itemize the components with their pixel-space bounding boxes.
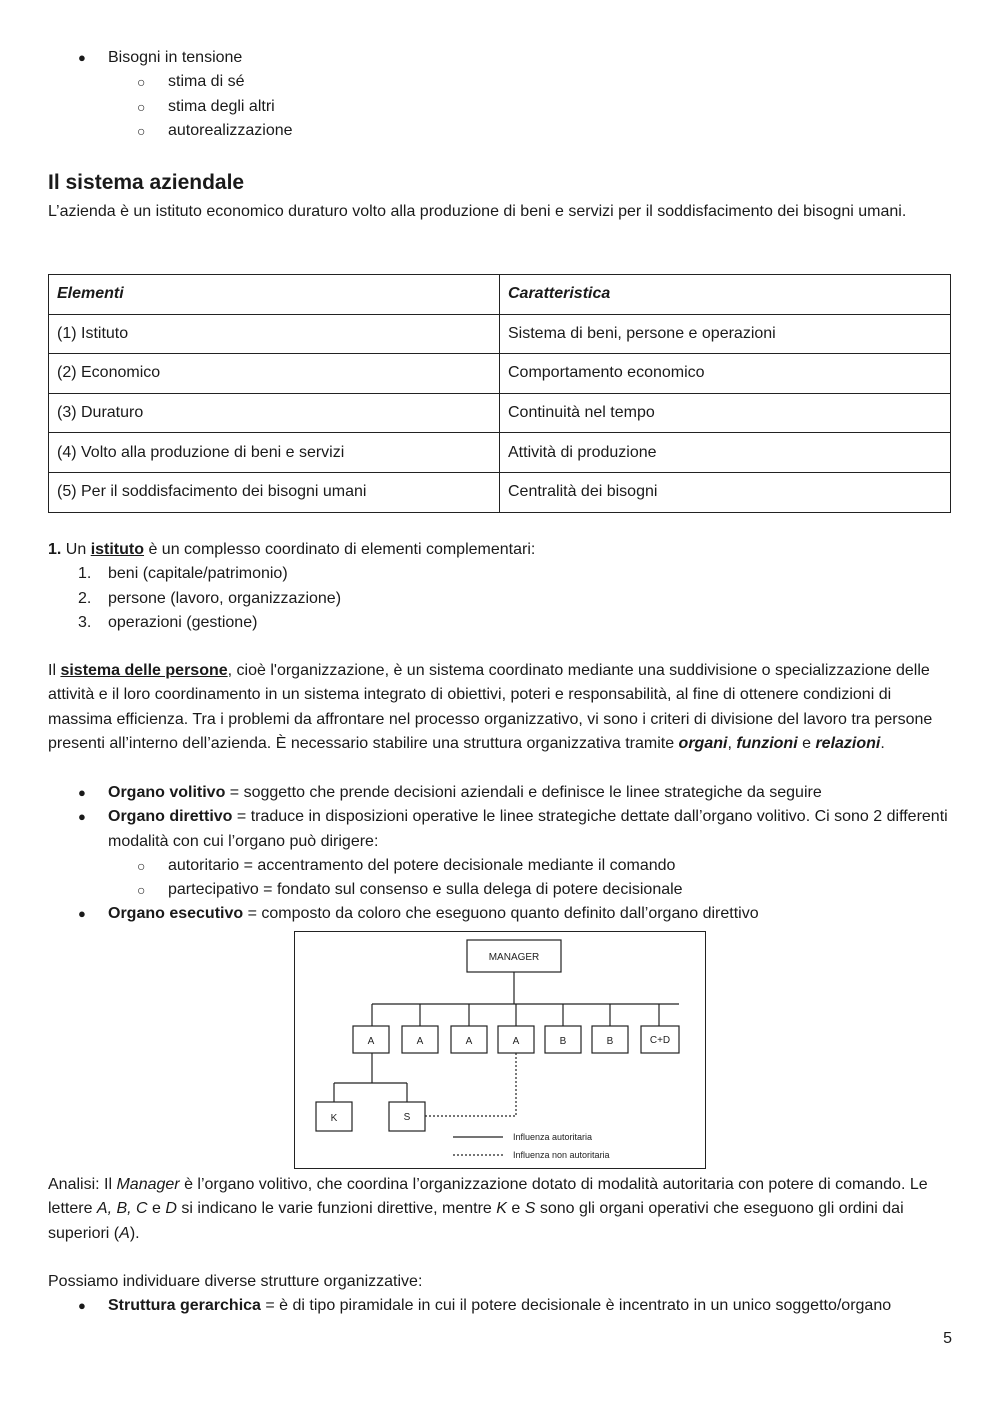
box-label: B: [559, 1036, 567, 1047]
strutture-list: [48, 1294, 952, 1318]
table-row: [49, 393, 951, 433]
box-label: K: [330, 1113, 338, 1124]
table-header: Caratteristica: [500, 275, 951, 315]
table-cell: Sistema di beni, persone e operazioni: [500, 314, 951, 354]
strutture-intro: Possiamo individuare diverse strutture organizzative:: [48, 1273, 423, 1290]
table-cell: (1) Istituto: [49, 314, 500, 354]
box-label: A: [512, 1036, 520, 1047]
list-item: 1. beni (capitale/patrimonio): [78, 565, 288, 583]
table-cell: (4) Volto alla produzione di beni e servizi: [49, 433, 500, 473]
legend-dashed-label: Influenza non autoritaria: [513, 1150, 610, 1160]
section-intro: L’azienda è un istituto economico duraturo volto alla produzione di beni e servizi per il soddisfacimento dei bisogni umani.: [48, 203, 907, 220]
list-item: 2. persone (lavoro, organizzazione): [78, 589, 342, 607]
list-item: ● Organo volitivo = soggetto che prende decisioni aziendali e definisce le linee strategiche da seguire: [48, 781, 952, 805]
table-row: [49, 472, 951, 512]
list-item: ● Struttura gerarchica = è di tipo piramidale in cui il potere decisionale è incentrato in un unico soggetto/organo: [48, 1294, 952, 1318]
table-cell: Comportamento economico: [500, 354, 951, 394]
box-label: B: [606, 1036, 614, 1047]
box-label: A: [367, 1036, 375, 1047]
istituto-block: [48, 538, 952, 635]
org-chart-figure: [294, 931, 706, 1169]
table-row: [49, 433, 951, 473]
org-chart: [295, 932, 705, 1168]
table-row: [49, 314, 951, 354]
table-cell: (2) Economico: [49, 354, 500, 394]
elements-table: [48, 274, 951, 513]
box-label: C+D: [649, 1035, 671, 1046]
table-cell: Attività di produzione: [500, 433, 951, 473]
box-label: S: [403, 1112, 411, 1123]
organi-list: [48, 781, 952, 927]
list-item: ● Organo esecutivo = composto da coloro che eseguono quanto definito dall’organo direttivo: [48, 902, 952, 926]
manager-label: MANAGER: [488, 952, 540, 963]
list-item: ● Bisogni in tensione: [48, 46, 952, 70]
needs-list: [48, 46, 952, 143]
list-item: ○ autorealizzazione: [48, 119, 952, 143]
persone-paragraph: Il sistema delle persone, cioè l'organizzazione, è un sistema coordinato mediante una suddivisione o specializzazione delle attività e il loro coordinamento in un sistema integrato di obiettivi, poteri e responsabilità, al fine di ottenere condizioni di massima efficienza. Tra i problemi da affrontare nel processo organizzativo, vi sono i criteri di divisione del lavoro tra persone presenti all’interno dell’azienda. È necessario stabilire una struttura organizzativa tramite organi, funzioni e relazioni.: [48, 662, 933, 752]
istituto-paragraph: 1. Un istituto è un complesso coordinato di elementi complementari:: [48, 541, 536, 558]
table-header-row: [49, 275, 951, 315]
list-item: ○ stima degli altri: [48, 95, 952, 119]
table-header: Elementi: [49, 275, 500, 315]
box-label: A: [416, 1036, 424, 1047]
istituto-list: [48, 562, 952, 635]
list-item: ○ stima di sé: [48, 70, 952, 94]
table-cell: (3) Duraturo: [49, 393, 500, 433]
page-number: 5: [943, 1330, 952, 1347]
list-item: ○ autoritario = accentramento del potere decisionale mediante il comando: [48, 854, 952, 878]
section-title: Il sistema aziendale: [48, 171, 245, 194]
table-cell: Continuità nel tempo: [500, 393, 951, 433]
list-item: ○ partecipativo = fondato sul consenso e sulla delega di potere decisionale: [48, 878, 952, 902]
legend-solid-label: Influenza autoritaria: [513, 1132, 593, 1142]
table-cell: Centralità dei bisogni: [500, 472, 951, 512]
list-item: ● Organo direttivo = traduce in disposizioni operative le linee strategiche dettate dall’organo volitivo. Ci sono 2 differenti modalità con cui l’organo può dirigere:: [48, 805, 952, 854]
list-item: 3. operazioni (gestione): [78, 613, 258, 631]
analisi-paragraph: Analisi: Il Manager è l’organo volitivo, che coordina l’organizzazione dotato di modalità autoritaria con potere di comando. Le lettere A, B, C e D si indicano le varie funzioni direttive, mentre K e S sono gli organi operativi che eseguono gli ordini dai superiori (A).: [48, 1176, 928, 1242]
table-row: [49, 354, 951, 394]
table-cell: (5) Per il soddisfacimento dei bisogni umani: [49, 472, 500, 512]
box-label: A: [465, 1036, 473, 1047]
